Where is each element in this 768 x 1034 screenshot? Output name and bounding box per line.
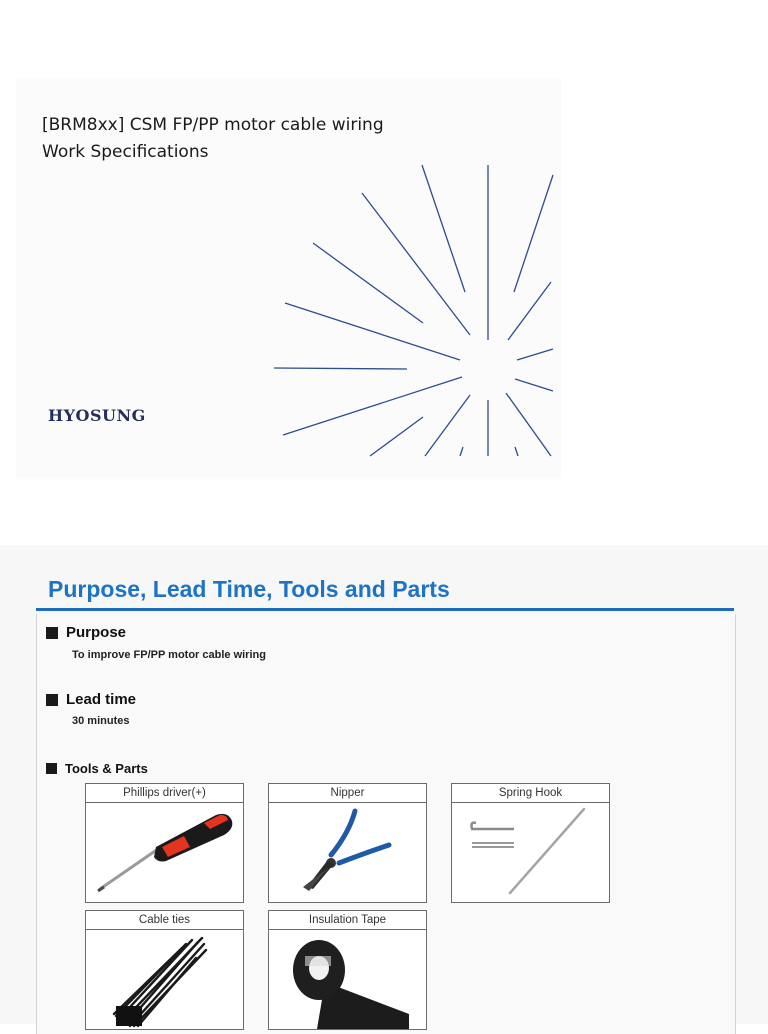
tool-label: Spring Hook xyxy=(452,784,609,803)
tool-label: Insulation Tape xyxy=(269,911,426,930)
tool-card-nipper xyxy=(268,783,427,903)
screwdriver-icon xyxy=(86,803,243,902)
purpose-text: To improve FP/PP motor cable wiring xyxy=(72,649,266,661)
square-bullet-icon xyxy=(46,627,58,639)
tool-label: Nipper xyxy=(269,784,426,803)
square-bullet-icon xyxy=(46,763,57,774)
spring-hook-icon xyxy=(452,803,609,902)
tools-heading-label: Tools & Parts xyxy=(65,761,148,776)
starburst-graphic xyxy=(265,155,565,465)
tool-card-insulation-tape xyxy=(268,910,427,1030)
insulation-tape-icon xyxy=(269,930,426,1029)
title-divider xyxy=(36,608,734,611)
document-title-line-2: Work Specifications xyxy=(42,142,209,162)
overview-title: Purpose, Lead Time, Tools and Parts xyxy=(48,576,450,602)
tool-card-cable-ties xyxy=(85,910,244,1030)
tools-heading xyxy=(46,761,148,776)
lead-time-heading xyxy=(46,691,136,708)
square-bullet-icon xyxy=(46,694,58,706)
purpose-heading-label: Purpose xyxy=(66,624,127,641)
hyosung-logo: HYOSUNG xyxy=(48,406,146,425)
nipper-icon xyxy=(269,803,426,902)
cable-ties-icon xyxy=(86,930,243,1029)
overview-slide xyxy=(0,545,768,1024)
tool-label: Phillips driver(+) xyxy=(86,784,243,803)
lead-time-heading-label: Lead time xyxy=(66,691,137,708)
lead-time-text: 30 minutes xyxy=(72,715,130,727)
tool-card-phillips-driver xyxy=(85,783,244,903)
purpose-heading xyxy=(46,624,126,641)
document-title-line-1: [BRM8xx] CSM FP/PP motor cable wiring xyxy=(42,115,384,135)
tool-label: Cable ties xyxy=(86,911,243,930)
tool-card-spring-hook xyxy=(451,783,610,903)
